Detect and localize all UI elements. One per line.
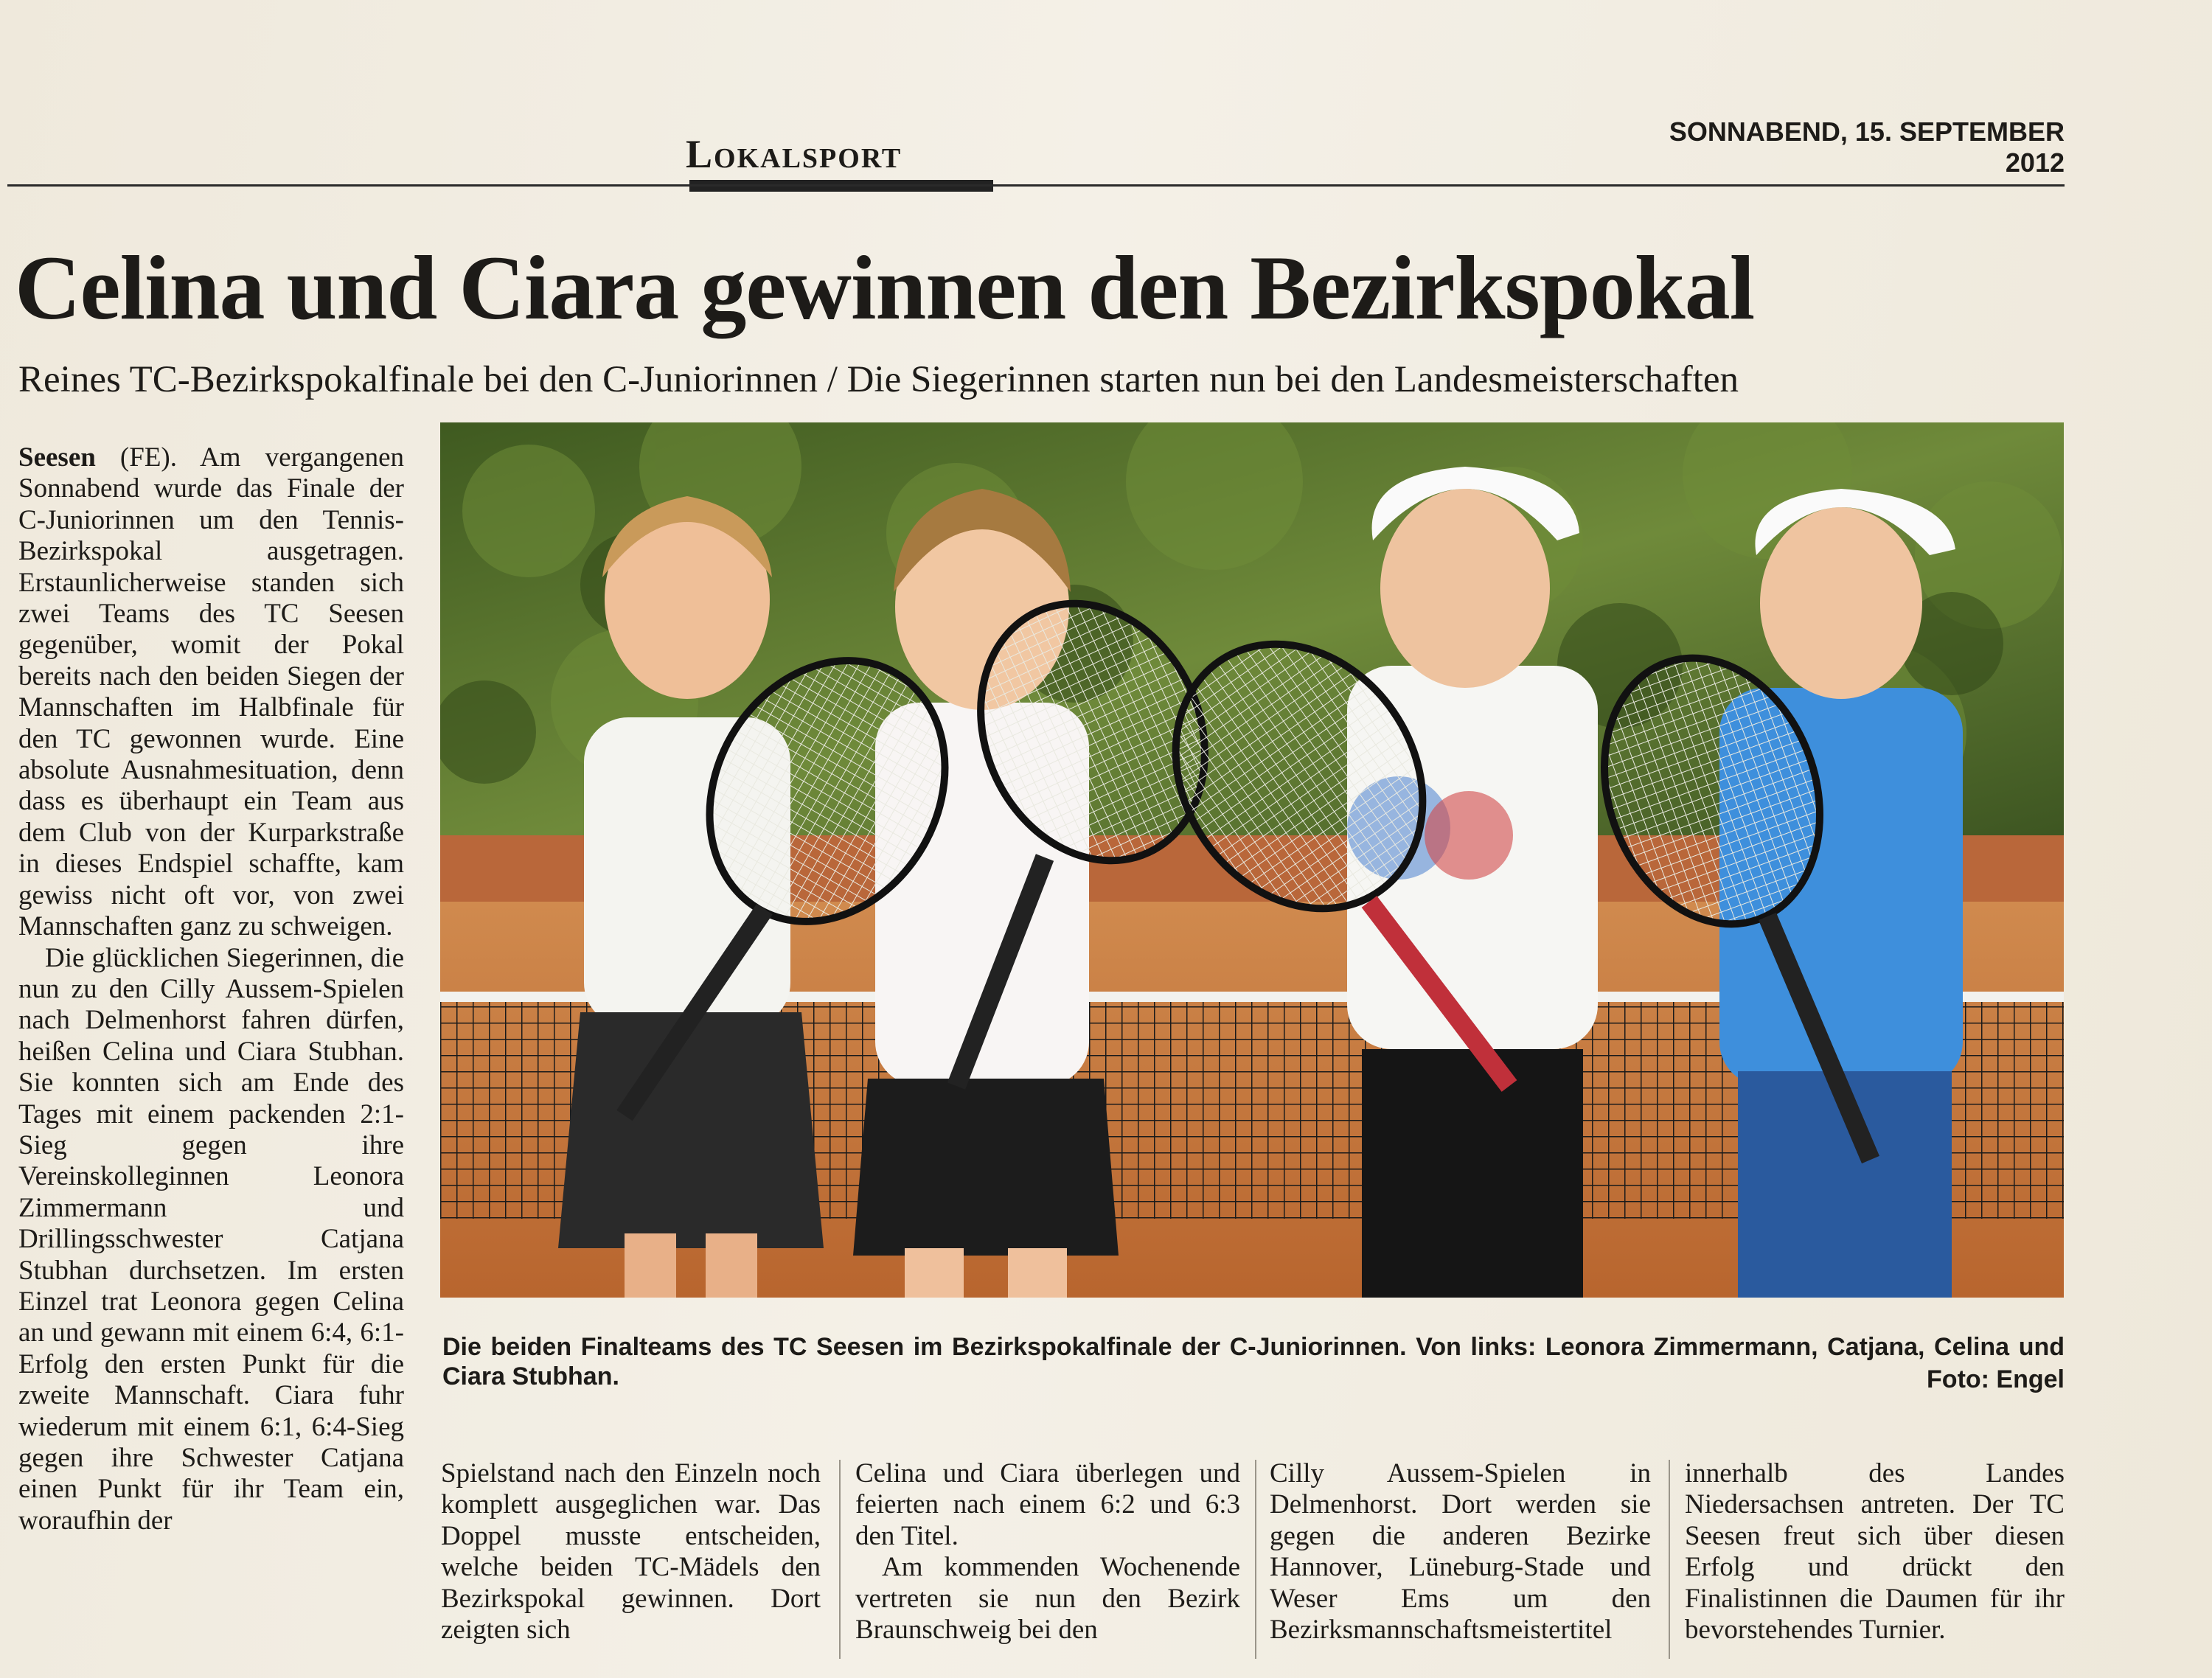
paragraph: Cilly Aussem-Spielen in Delmenhorst. Dort werden sie gegen die anderen Bezirke Hannover, Lüneburg-Stade und Weser Ems um den Bezirksmannschaftsmeistertitel bbox=[1270, 1458, 1651, 1646]
column-rule bbox=[1669, 1460, 1670, 1659]
photo-caption: Die beiden Finalteams des TC Seesen im Bezirkspokalfinale der C-Juniorinnen. Von links: Leonora Zimmermann, Catjana, Celina und Ciara Stubhan. bbox=[442, 1333, 2065, 1390]
header-rule bbox=[7, 184, 2065, 187]
paragraph: Spielstand nach den Einzeln noch komplett ausgeglichen war. Das Doppel musste entscheiden, welche beiden TC-Mädels den Bezirkspokal gewinnen. Dort zeigten sich bbox=[441, 1458, 821, 1646]
paragraph: Celina und Ciara überlegen und feierten nach einem 6:2 und 6:3 den Titel. bbox=[855, 1458, 1240, 1551]
article-column-2 bbox=[441, 1458, 821, 1646]
article-column-3 bbox=[855, 1458, 1240, 1646]
paragraph-text: (FE). Am vergangenen Sonnabend wurde das Finale der C-Juniorinnen um den Tennis-Bezirkspokal ausgetragen. Erstaunlicherweise standen sich zwei Teams des TC Seesen gegenüber, womit der Pokal bereits nach den beiden Siegen der Mannschaften im Halbfinale für den TC gewonnen wurde. Eine absolute Ausnahmesituation, denn dass es überhaupt ein Team aus dem Club von der Kurparkstraße in dieses Endspiel schaffte, kam gewiss nicht oft vor, von zwei Mannschaften ganz zu schweigen. bbox=[18, 442, 404, 942]
paragraph bbox=[18, 442, 404, 943]
subheadline: Reines TC-Bezirkspokalfinale bei den C-Juniorinnen / Die Siegerinnen starten nun bei den Landesmeisterschaften bbox=[18, 359, 1739, 400]
photo-illustration bbox=[440, 422, 2064, 1298]
headline: Celina und Ciara gewinnen den Bezirkspokal bbox=[15, 237, 1755, 338]
dateline: Seesen bbox=[18, 442, 96, 473]
paragraph: Die glücklichen Siegerinnen, die nun zu den Cilly Aussem-Spielen nach Delmenhorst fahren dürfen, heißen Celina und Ciara Stubhan. Sie konnten sich am Ende des Tages mit einem packenden 2:1-Sieg gegen ihre Vereinskolleginnen Leonora Zimmermann und Drillingsschwester Catjana Stubhan durchsetzen. Im ersten Einzel trat Leonora gegen Celina an und gewann mit einem 6:4, 6:1-Erfolg den ersten Punkt für die zweite Mannschaft. Ciara fuhr wiederum mit einem 6:1, 6:4-Sieg gegen ihre Schwester Catjana einen Punkt für ihr Team ein, woraufhin der bbox=[18, 942, 404, 1536]
paragraph: innerhalb des Landes Niedersachsen antreten. Der TC Seesen freut sich über diesen Erfolg und drückt den Finalistinnen die Daumen für ihr bevorstehendes Turnier. bbox=[1685, 1458, 2065, 1646]
photo-credit: Foto: Engel bbox=[1927, 1365, 2065, 1393]
column-rule bbox=[839, 1460, 841, 1659]
article-column-5 bbox=[1685, 1458, 2065, 1646]
issue-date: SONNABEND, 15. SEPTEMBER 2012 bbox=[1669, 116, 2065, 178]
team-photo bbox=[440, 422, 2064, 1298]
column-rule bbox=[1255, 1460, 1256, 1659]
paragraph: Am kommenden Wochenende vertreten sie nun den Bezirk Braunschweig bei den bbox=[855, 1552, 1240, 1646]
section-label: Lokalsport bbox=[686, 132, 902, 176]
article-column-4 bbox=[1270, 1458, 1651, 1646]
article-column-1 bbox=[18, 442, 404, 1536]
